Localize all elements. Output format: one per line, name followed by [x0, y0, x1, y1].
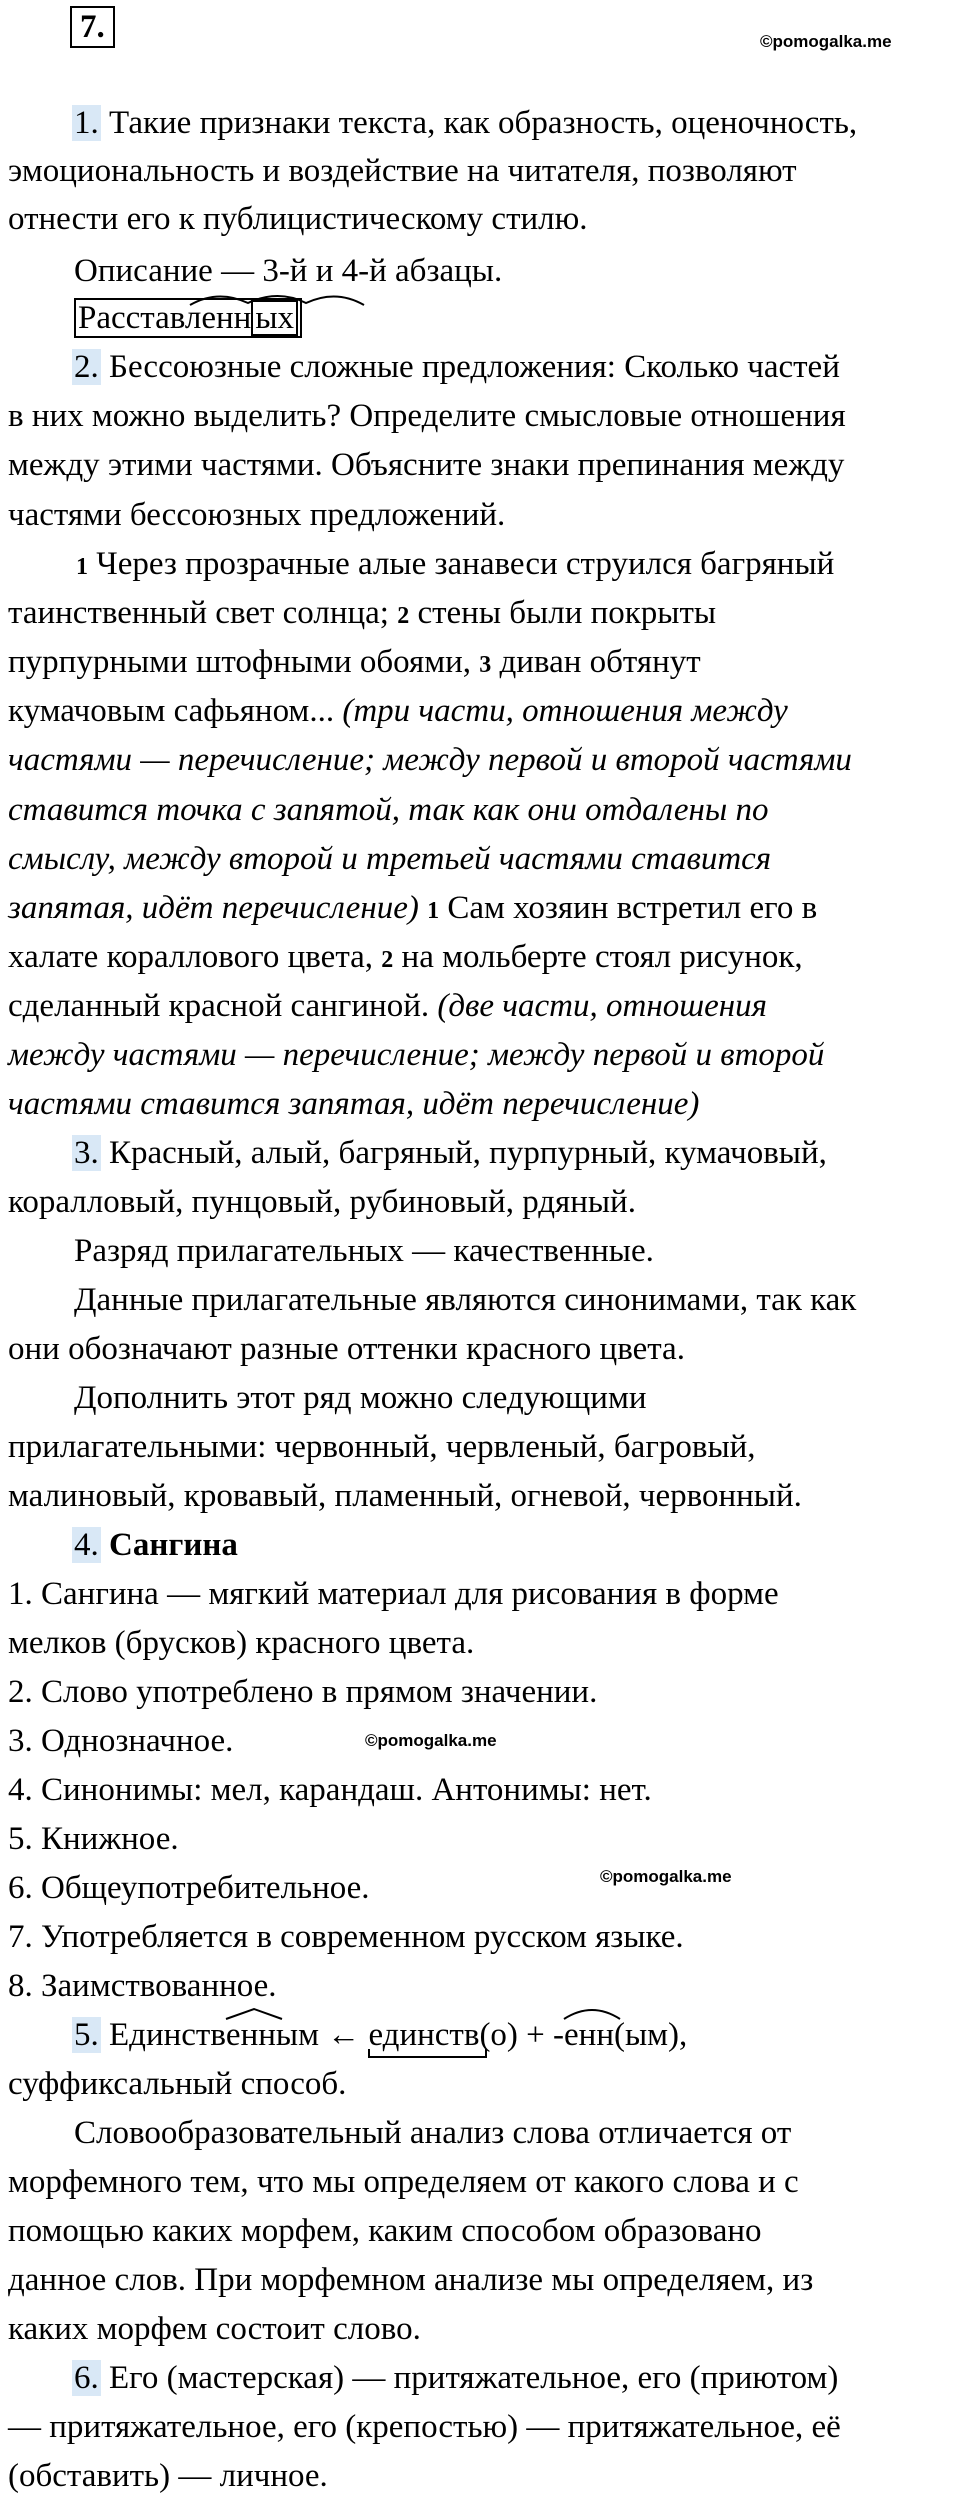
p1-line-1 [72, 103, 857, 143]
p2-line-15: между частями — перечисление; между первой и второй [8, 1037, 825, 1073]
p6-line-3: (обставить) — личное. [8, 2458, 328, 2494]
suffix-arc [562, 2005, 626, 2021]
morpheme-frame [74, 298, 302, 338]
p1-line-2: эмоциональность и воздействие на читателя, позволяют [8, 153, 797, 189]
p3-line-2: коралловый, пунцовый, рубиновый, рдяный. [8, 1184, 636, 1220]
p2-line-12 [8, 888, 817, 931]
p2-text: Бессоюзные сложные предложения: Сколько частей [100, 349, 840, 385]
task-number: 7. [70, 6, 115, 48]
p1-text: Такие признаки текста, как образность, оценочность, [100, 105, 858, 141]
p3-line-3: Разряд прилагательных — качественные. [74, 1233, 654, 1269]
suffix-arc [188, 291, 378, 307]
p2-line-9: частями — перечисление; между первой и второй частями [8, 742, 852, 778]
p5-line-5: помощью каких морфем, каким способом образовано [8, 2213, 762, 2249]
p2-italic: (две части, отношения [437, 988, 767, 1024]
p2-text: диван обтянут [491, 644, 701, 680]
p6-text: Его (мастерская) — притяжательное, его (приютом) [100, 2360, 839, 2396]
p2-line-16: частями ставится запятая, идёт перечисление) [8, 1086, 700, 1122]
p1-number: 1. [74, 105, 99, 141]
p2-text: стены были покрыты [409, 595, 717, 631]
suffix-marked-2 [564, 2015, 614, 2055]
word-root: Расставленн [78, 300, 252, 336]
p2-line-1 [72, 347, 840, 387]
p5-suffix: енн [564, 2017, 614, 2053]
p2-text: таинственный свет солнца; [8, 595, 398, 631]
p2-line-3: между этими частями. Объясните знаки препинания между [8, 447, 845, 483]
p4-item-7: 7. Употребляется в современном русском языке. [8, 1919, 684, 1955]
p4-item-6: 6. Общеупотребительное. [8, 1870, 370, 1906]
suffix-arc [224, 2007, 288, 2021]
watermark-mid-2: ©pomogalka.me [600, 1867, 732, 1886]
p2-text: Сам хозяин встретил его в [439, 890, 818, 926]
task-number-box [70, 6, 115, 48]
p4-item-8: 8. Заимствованное. [8, 1968, 277, 2004]
clause-marker: 1 [427, 898, 440, 924]
p3-text: Красный, алый, багряный, пурпурный, кумачовый, [100, 1135, 827, 1171]
base-marked [368, 2015, 479, 2055]
p2-line-2: в них можно выделить? Определите смысловые отношения [8, 398, 846, 434]
p2-text: халате кораллового цвета, [8, 939, 382, 975]
p2-text: Через прозрачные алые занавеси струился багряный [88, 546, 835, 582]
p4-item-1: 1. Сангина — мягкий материал для рисования в форме [8, 1576, 779, 1612]
p4-item-4: 4. Синонимы: мел, карандаш. Антонимы: нет. [8, 1772, 652, 1808]
p1-morpheme-word [74, 298, 302, 338]
p4-title: Сангина [100, 1527, 238, 1563]
p2-line-13 [8, 937, 803, 980]
p5-line-4: морфемного тем, что мы определяем от какого слова и с [8, 2164, 799, 2200]
p2-text: на мольберте стоял рисунок, [393, 939, 803, 975]
clause-marker: 1 [76, 554, 88, 580]
p2-line-4: частями бессоюзных предложений. [8, 497, 506, 533]
p2-text: пурпурными штофными обоями, [8, 644, 480, 680]
p5-line-3: Словообразовательный анализ слова отличается от [74, 2115, 792, 2151]
p3-line-4: Данные прилагательные являются синонимами, так как [74, 1282, 857, 1318]
p2-text: сделанный красной сангиной. [8, 988, 438, 1024]
p4-item-1b: мелков (брусков) красного цвета. [8, 1625, 475, 1661]
p5-number: 5. [74, 2017, 99, 2053]
p2-italic: (три части, отношения между [342, 693, 788, 729]
p4-item-5: 5. Книжное. [8, 1821, 179, 1857]
p5-line-1 [72, 2015, 687, 2055]
p5-base: единств [368, 2017, 480, 2053]
p3-line-8: малиновый, кровавый, пламенный, огневой, червонный. [8, 1478, 802, 1514]
p3-line-1 [72, 1133, 827, 1173]
p5-line-6: данное слов. При морфемном анализе мы определяем, из [8, 2262, 814, 2298]
p5-word-part: (о) + - [479, 2017, 565, 2053]
p5-line-2: суффиксальный способ. [8, 2066, 347, 2102]
p4-number: 4. [74, 1527, 99, 1563]
base-bracket [368, 2049, 488, 2059]
clause-marker: 2 [381, 947, 394, 973]
p2-number: 2. [74, 349, 99, 385]
watermark-mid-1: ©pomogalka.me [365, 1731, 497, 1750]
p2-italic: запятая, идёт перечисление) [8, 890, 419, 926]
p4-item-3: 3. Однозначное. [8, 1723, 234, 1759]
p2-line-11: смыслу, между второй и третьей частями ставится [8, 841, 772, 877]
p2-line-10: ставится точка с запятой, так как они отдалены по [8, 792, 769, 828]
clause-marker: 2 [397, 603, 410, 629]
p3-line-7: прилагательными: червонный, червленый, багровый, [8, 1429, 756, 1465]
p2-line-8 [8, 691, 788, 731]
p3-line-5: они обозначают разные оттенки красного цвета. [8, 1331, 685, 1367]
word-ending: ых [251, 300, 298, 336]
p2-line-14 [8, 986, 767, 1026]
p1-line-3: отнести его к публицистическому стилю. [8, 201, 588, 237]
p6-number: 6. [74, 2360, 99, 2396]
p1-line-4: Описание — 3-й и 4-й абзацы. [74, 253, 503, 289]
p6-line-2: — притяжательное, его (крепостью) — притяжательное, её [8, 2409, 841, 2445]
p5-line-7: каких морфем состоит слово. [8, 2311, 421, 2347]
p5-word-part: Единств [100, 2017, 226, 2053]
p3-number: 3. [74, 1135, 99, 1171]
p2-line-7 [8, 642, 701, 685]
p2-text: кумачовым сафьяном... [8, 693, 343, 729]
p4-item-2: 2. Слово употреблено в прямом значении. [8, 1674, 598, 1710]
p6-line-1 [72, 2358, 838, 2398]
p3-line-6: Дополнить этот ряд можно следующими [74, 1380, 647, 1416]
watermark-top: ©pomogalka.me [760, 32, 892, 51]
p4-title-line [72, 1525, 238, 1565]
suffix-marked [226, 2015, 276, 2055]
p5-word-part: ым ← [275, 2017, 369, 2053]
p2-line-6 [8, 593, 716, 636]
p5-suffix: енн [225, 2017, 276, 2053]
p5-word-part: (ым), [614, 2017, 688, 2053]
clause-marker: 3 [479, 652, 492, 678]
p2-line-5 [76, 544, 834, 587]
